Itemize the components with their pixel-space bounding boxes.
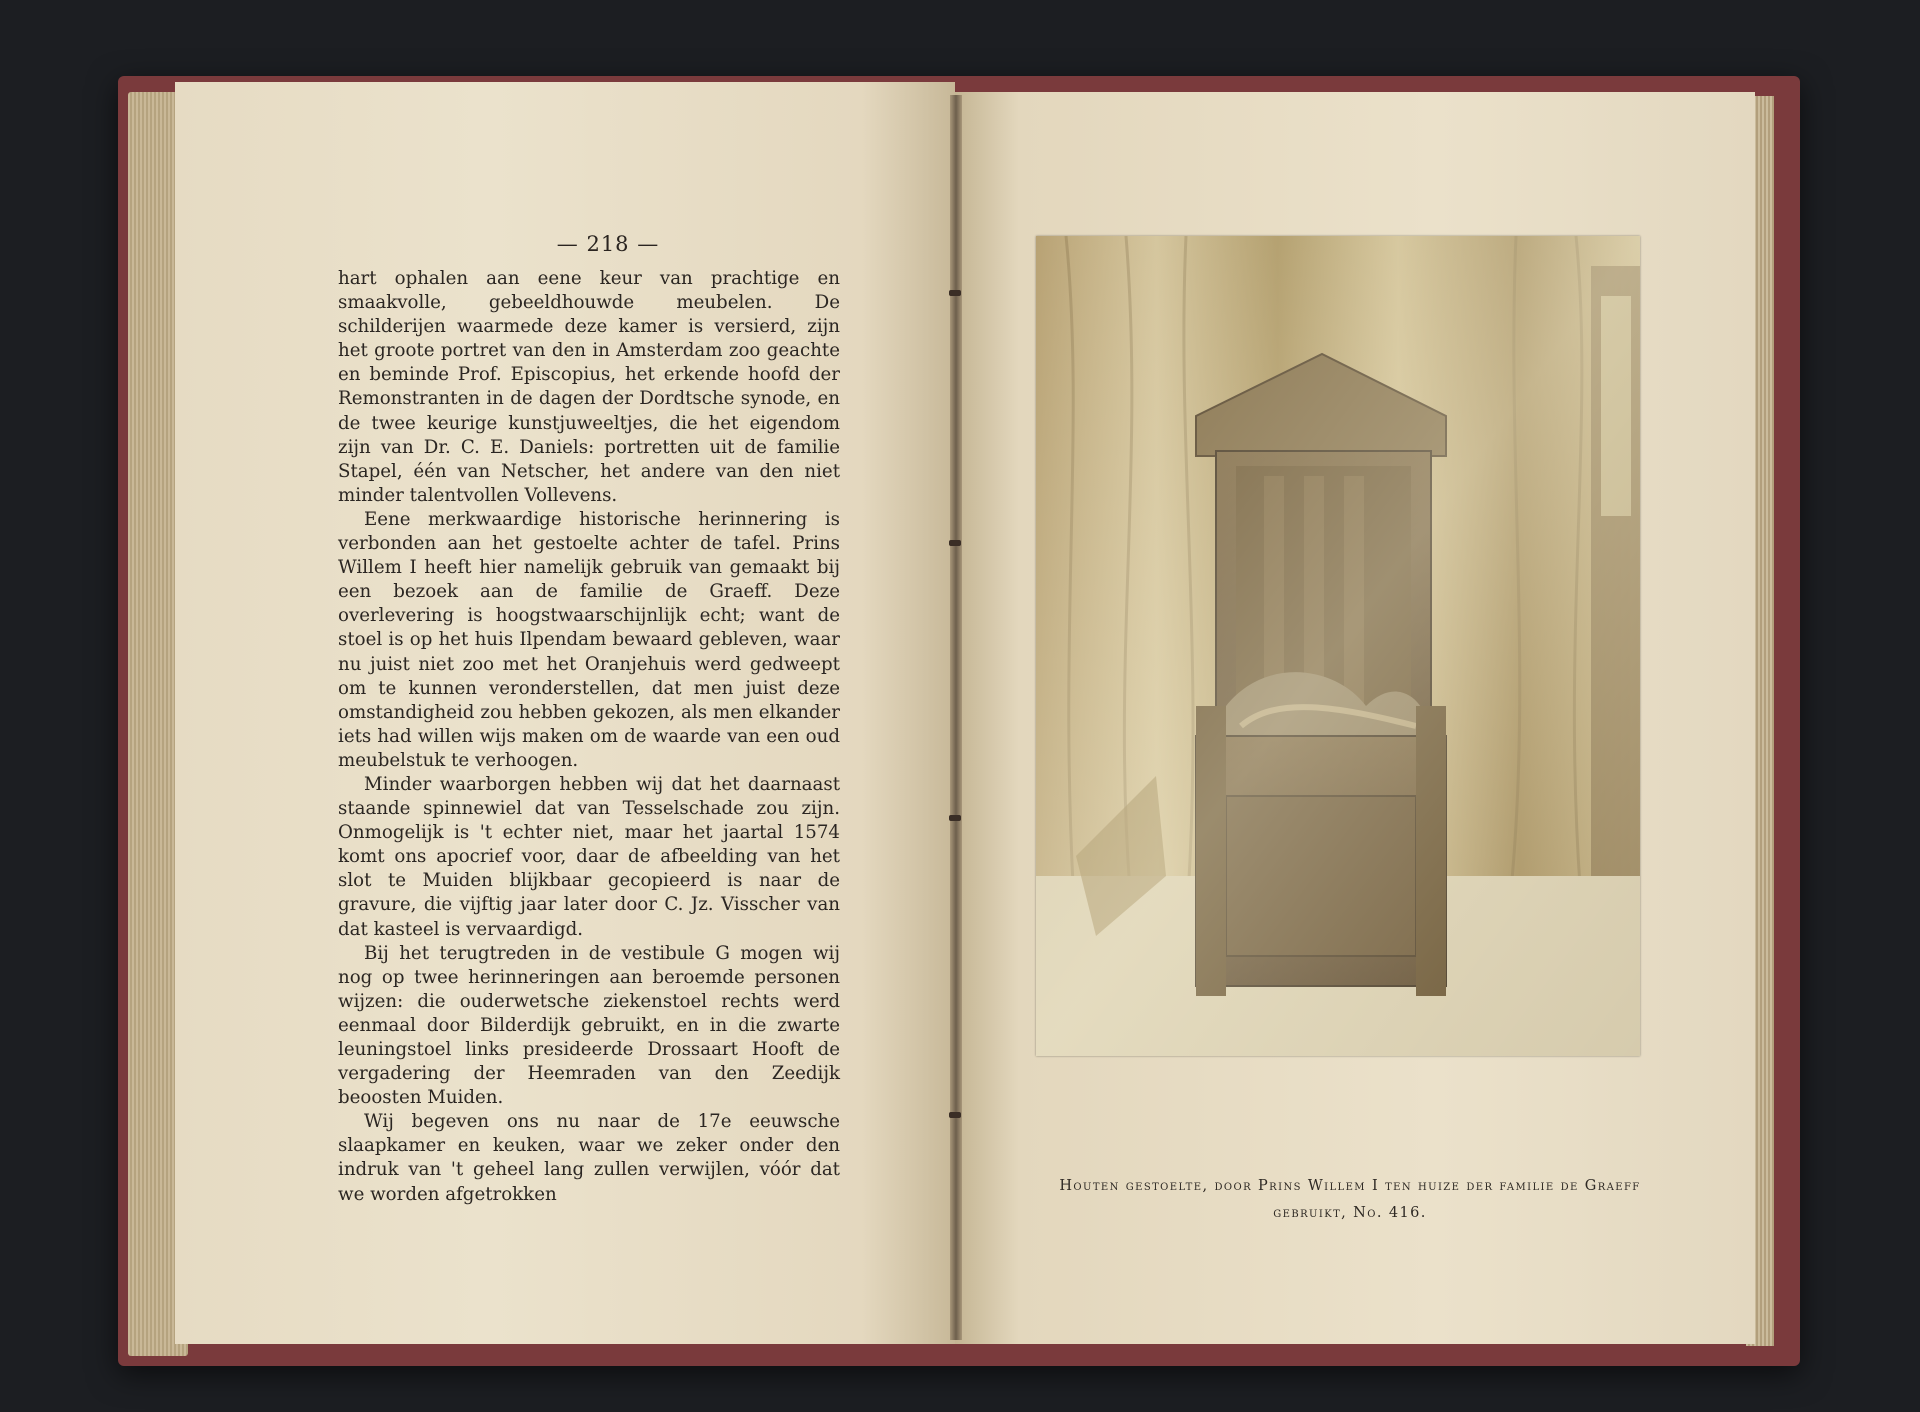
paragraph: Bij het terugtreden in de vestibule G mogen wij nog op twee herinneringen aan beroemde personen wijzen: die ouderwetsche ziekenstoel rechts werd eenmaal door Bilderdijk gebruikt, en in die zwarte leuningstoel links presideerde Drossaart Hooft de vergadering der Heemraden van den Zeedijk beoosten Muiden. [338,942,840,1109]
paragraph: Minder waarborgen hebben wij dat het daarnaast staande spinnewiel dat van Tesselschade zou zijn. Onmogelijk is 't echter niet, maar het jaartal 1574 komt ons apocrief voor, daar de afbeelding van het slot te Muiden blijkbaar gecopieerd is naar de gravure, die vijftig jaar later door C. Jz. Visscher van dat kasteel is vervaardigd. [338,773,840,940]
chair-illustration [1036,236,1640,1056]
page-number: — 218 — [556,232,660,256]
body-text [338,267,840,1207]
photo-caption [1010,1173,1690,1227]
binding-stitch [949,1112,961,1118]
book-gutter [950,95,962,1340]
caption-line-2: gebruikt, No. 416. [1273,1205,1427,1221]
caption-line-1: Houten gestoelte, door Prins Willem I ten huize der familie de Graeff [1059,1178,1641,1194]
chair-photograph [1036,236,1640,1056]
paragraph: hart ophalen aan eene keur van prachtige en smaakvolle, gebeeldhouwde meubelen. De schilderijen waarmede deze kamer is versierd, zijn het groote portret van den in Amsterdam zoo geachte en beminde Prof. Episcopius, het erkende hoofd der Remonstranten in de dagen der Dordtsche synode, en de twee keurige kunstjuweeltjes, die het eigendom zijn van Dr. C. E. Daniels: portretten uit de familie Stapel, één van Netscher, het andere van den niet minder talentvollen Vollevens. [338,268,840,506]
binding-stitch [949,290,961,296]
binding-stitch [949,540,961,546]
paragraph: Eene merkwaardige historische herinnering is verbonden aan het gestoelte achter de tafel. Prins Willem I heeft hier namelijk gebruik van gemaakt bij een bezoek aan de familie de Graeff. Deze overlevering is hoogstwaarschijnlijk echt; want de stoel is op het huis Ilpendam bewaard gebleven, waar nu juist niet zoo met het Oranjehuis werd gedweept om te kunnen veronderstellen, dat men juist deze omstandigheid zou hebben gekozen, als men elkander iets had willen wijs maken om de waarde van een oud meubelstuk te verhoogen. [338,508,840,771]
binding-stitch [949,815,961,821]
paragraph: Wij begeven ons nu naar de 17e eeuwsche slaapkamer en keuken, waar we zeker onder den indruk van 't geheel lang zullen verwijlen, vóór dat we worden afgetrokken [338,1111,840,1205]
